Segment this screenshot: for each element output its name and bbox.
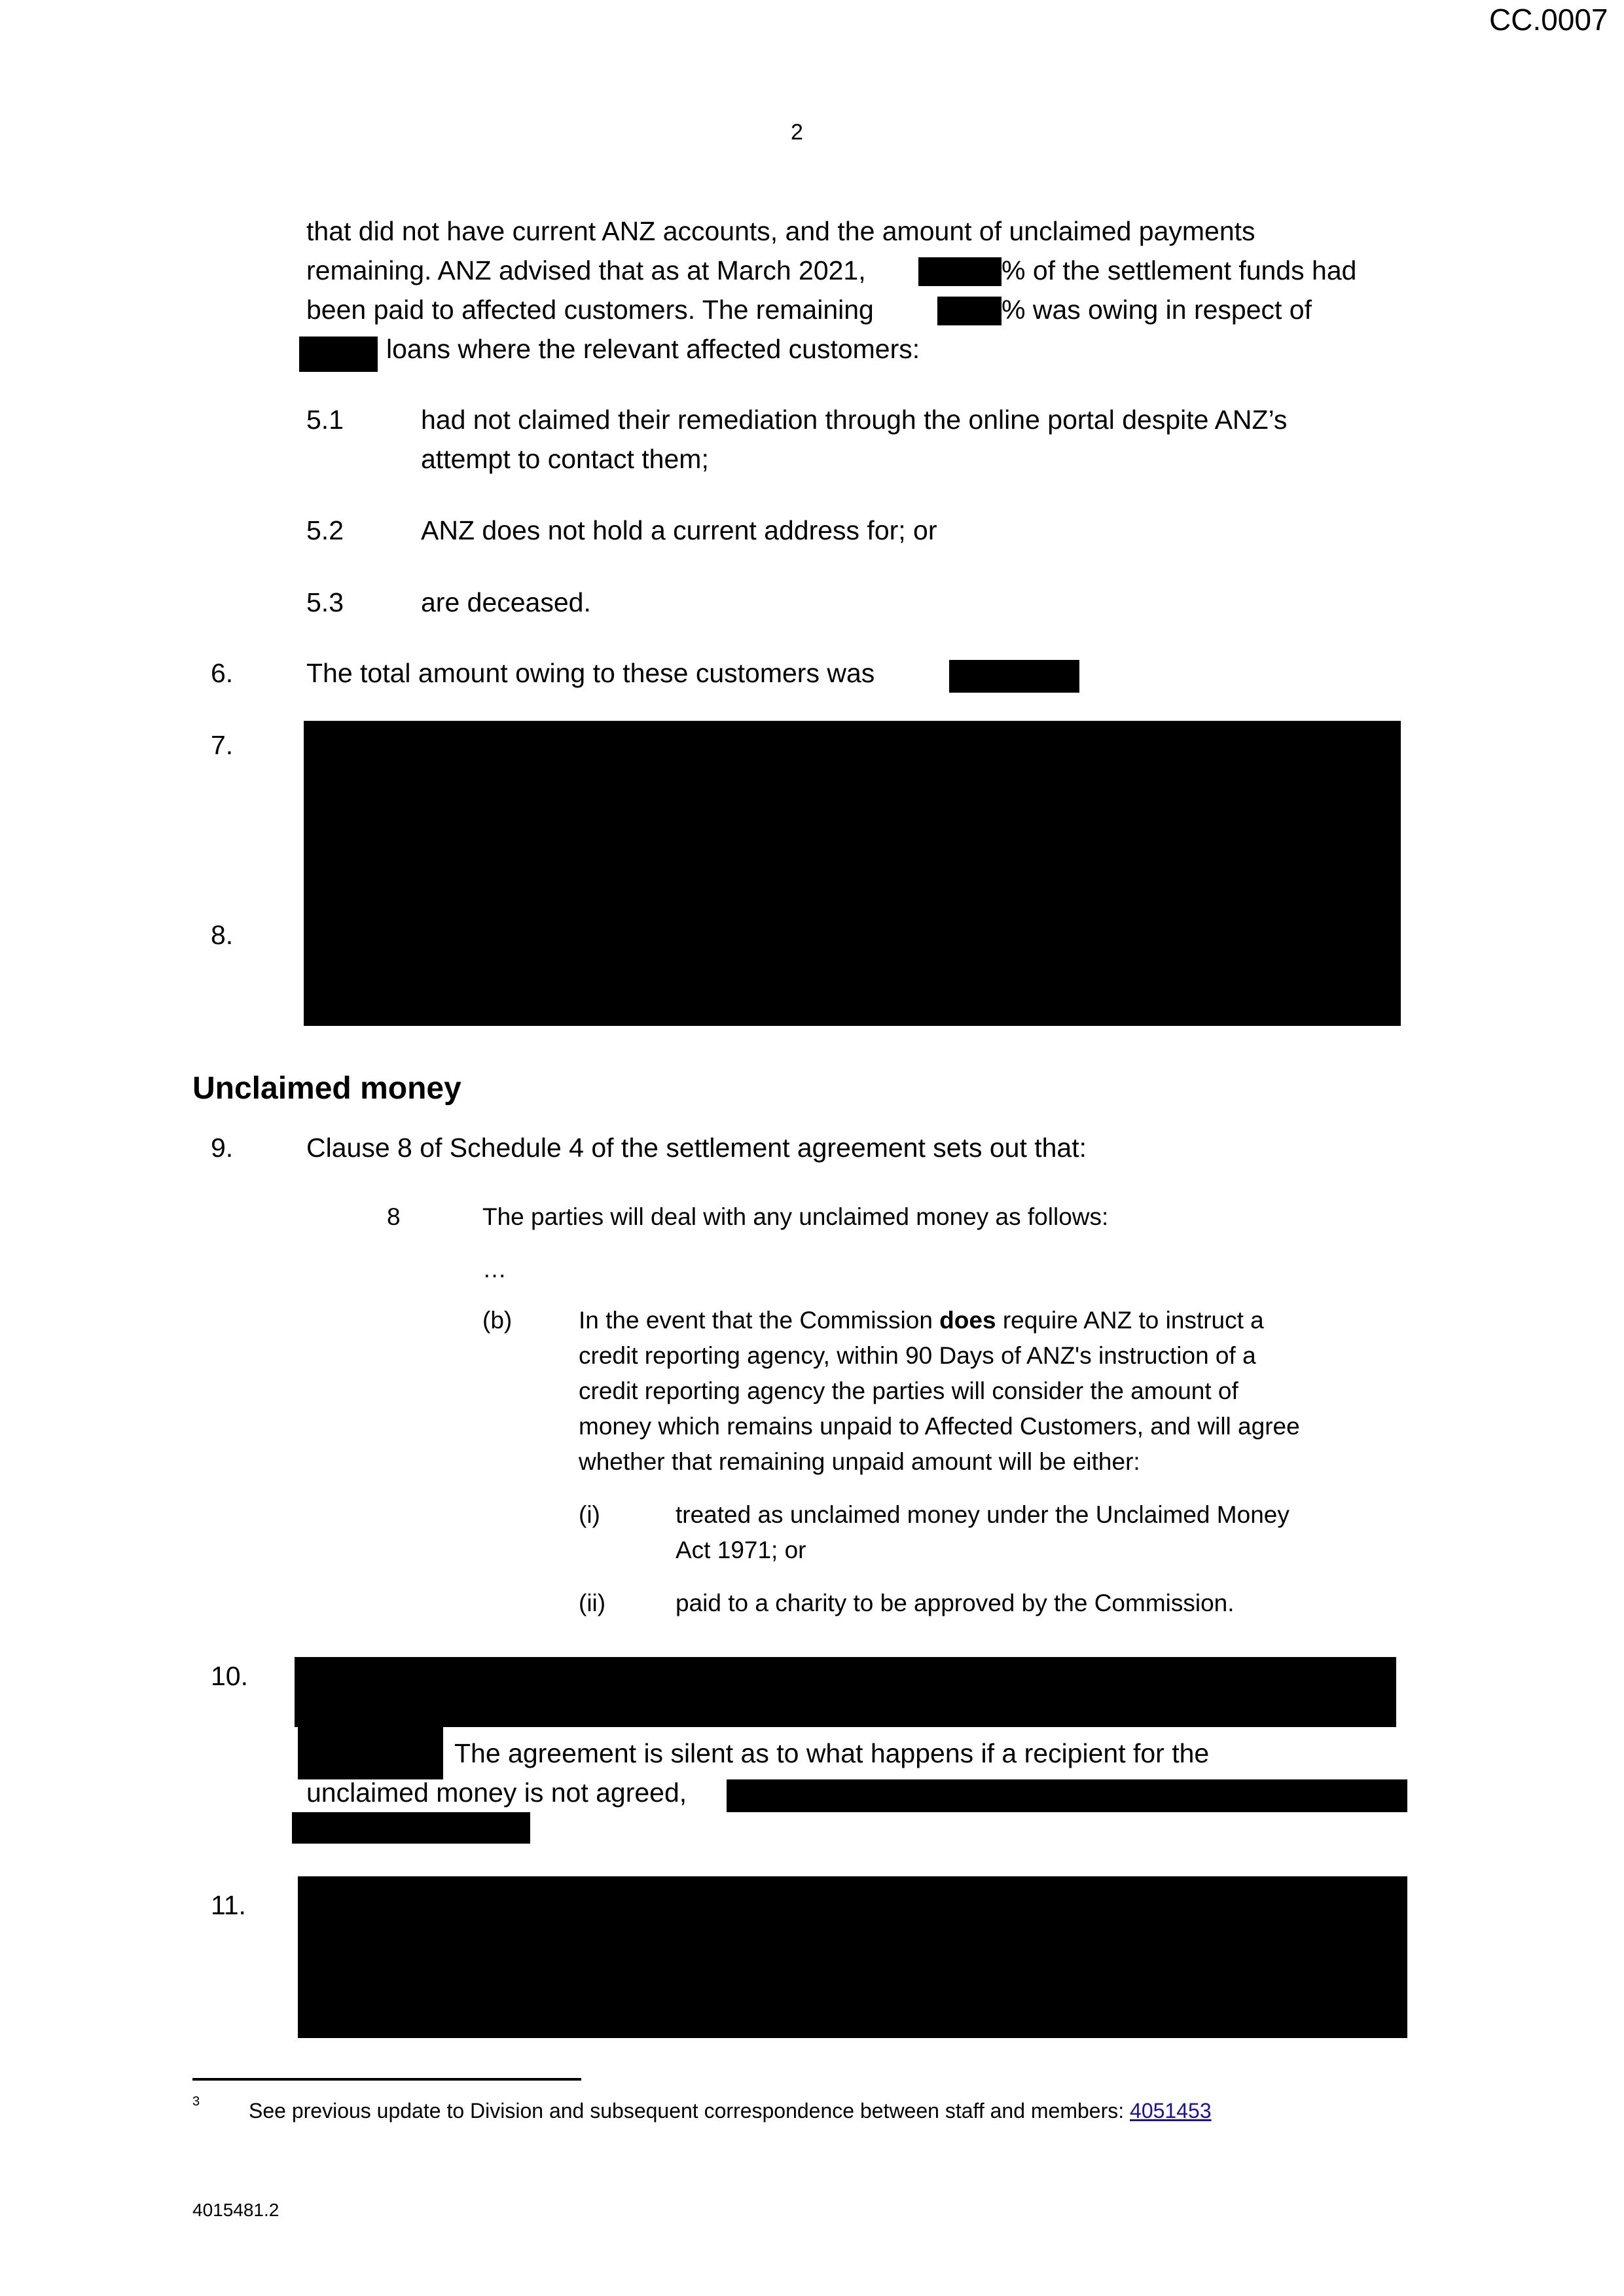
page-number: 2 [791,120,803,145]
quote-b-line4: money which remains unpaid to Affected Customers, and will agree [579,1413,1300,1440]
redaction-block [295,1657,1396,1727]
redaction-block [304,721,1401,1026]
quote-i-line1: treated as unclaimed money under the Unclaimed Money [676,1501,1290,1528]
redaction-block [298,1876,1407,2038]
redaction-block [298,1726,443,1779]
item-text: had not claimed their remediation through the online portal despite ANZ’s [421,405,1288,435]
para10-number: 10. [211,1661,248,1691]
item-number: 5.3 [306,587,344,617]
para8-number: 8. [211,920,234,950]
item-number: 5.2 [306,515,344,545]
footnote-link[interactable]: 4051453 [1130,2099,1212,2123]
redaction-block [727,1779,1407,1812]
footnote-body: See previous update to Division and subsequent correspondence between staff and members: [249,2099,1125,2123]
section-heading: Unclaimed money [192,1071,461,1106]
quote-b-line1-post: require ANZ to instruct a [1002,1307,1264,1334]
para7-number: 7. [211,730,234,760]
para9-text: Clause 8 of Schedule 4 of the settlement agreement sets out that: [306,1133,1087,1163]
item-text: are deceased. [421,587,591,617]
para6-text: The total amount owing to these customers was [306,658,875,688]
quote-i-number: (i) [579,1501,600,1528]
quote-b-number: (b) [482,1307,513,1334]
para10-line2: The agreement is silent as to what happens if a recipient for the [454,1738,1210,1768]
document-stamp: CC.0007 [1489,3,1608,37]
quote-ellipsis: … [482,1256,507,1283]
para5-line1: that did not have current ANZ accounts, and the amount of unclaimed payments [306,216,1255,246]
quote-ii-line1: paid to a charity to be approved by the Commission. [676,1590,1235,1616]
redaction-block [937,297,1001,325]
para5-line3b: % was owing in respect of [1001,295,1312,325]
document-id: 4015481.2 [192,2200,280,2220]
quote-b-line1 [579,1303,1264,1338]
para9-number: 9. [211,1133,234,1163]
para10-line3: unclaimed money is not agreed, [306,1777,687,1808]
quote-b-line2: credit reporting agency, within 90 Days of ANZ's instruction of a [579,1342,1256,1369]
redaction-block [292,1812,530,1844]
quote-i-line2: Act 1971; or [676,1537,806,1563]
para5-line2a: remaining. ANZ advised that as at March 2021, [306,255,866,285]
item-number: 5.1 [306,405,344,435]
quote-b-line1-pre: In the event that the Commission [579,1307,933,1334]
para5-line4: loans where the relevant affected customers: [386,334,920,364]
item-text: ANZ does not hold a current address for; or [421,515,937,545]
item-text: attempt to contact them; [421,444,709,474]
quote-clause-number: 8 [387,1203,401,1230]
redaction-block [949,660,1079,693]
redaction-block [918,257,1001,286]
footnote-mark: 3 [192,2094,200,2109]
redaction-block [299,337,378,372]
footnote-separator [192,2078,581,2081]
quote-b-line3: credit reporting agency the parties will consider the amount of [579,1377,1238,1404]
footnote-text [249,2098,1212,2124]
quote-clause-text: The parties will deal with any unclaimed money as follows: [482,1203,1109,1230]
quote-ii-number: (ii) [579,1590,606,1616]
para5-line3a: been paid to affected customers. The remaining [306,295,874,325]
para5-line2b: % of the settlement funds had [1001,255,1357,285]
quote-b-line5: whether that remaining unpaid amount will be either: [579,1448,1140,1475]
quote-b-line1-bold: does [939,1307,996,1334]
para6-number: 6. [211,658,234,688]
para11-number: 11. [211,1890,246,1920]
